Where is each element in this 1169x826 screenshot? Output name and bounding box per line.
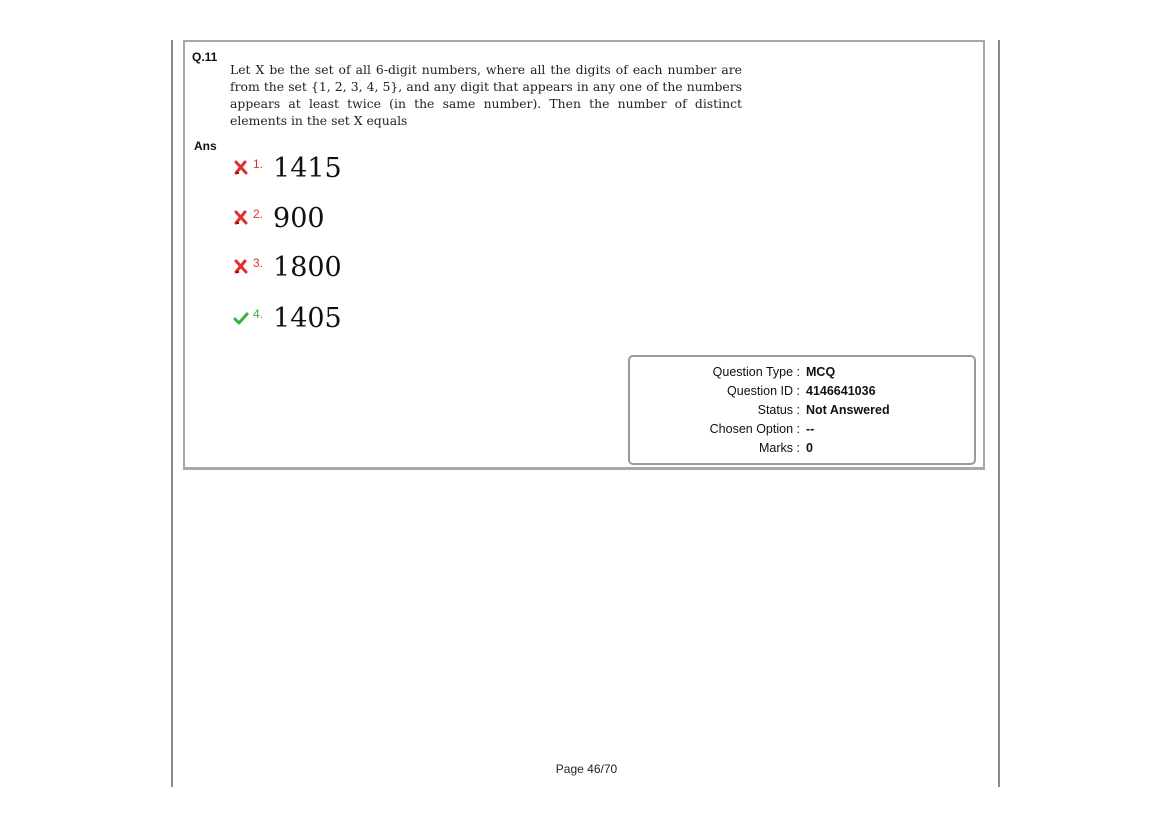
cross-icon — [233, 259, 249, 275]
info-label: Chosen Option : — [709, 422, 800, 436]
option-number: 1. — [253, 157, 264, 171]
question-panel — [183, 40, 985, 470]
option-3 — [233, 247, 342, 287]
cross-icon — [233, 210, 249, 226]
answer-label: Ans — [194, 139, 217, 153]
info-value: 4146641036 — [806, 384, 876, 398]
page-number-text: Page 46/70 — [555, 762, 618, 776]
info-label: Status : — [757, 403, 800, 417]
option-value: 1415 — [273, 152, 342, 184]
check-icon — [233, 310, 249, 326]
info-row-status — [630, 403, 974, 422]
info-row-marks — [630, 441, 974, 460]
option-value: 1800 — [273, 251, 342, 283]
page-border-right — [998, 40, 1000, 787]
option-number: 4. — [253, 307, 264, 321]
info-value: MCQ — [806, 365, 836, 379]
question-info-box — [628, 355, 976, 465]
question-number: Q.11 — [192, 50, 218, 64]
page-border-left — [171, 40, 173, 787]
info-row-chosen-option — [630, 422, 974, 441]
option-4 — [233, 298, 342, 338]
info-value: -- — [806, 422, 815, 436]
option-2 — [233, 198, 325, 238]
cross-icon — [233, 160, 249, 176]
option-number: 3. — [253, 256, 264, 270]
option-1 — [233, 148, 342, 188]
page-number — [0, 762, 1169, 776]
option-number: 2. — [253, 207, 264, 221]
option-value: 900 — [273, 202, 325, 234]
info-value: 0 — [806, 441, 813, 455]
info-label: Marks : — [759, 441, 800, 455]
info-row-question-id — [630, 384, 974, 403]
option-value: 1405 — [273, 302, 342, 334]
info-row-question-type — [630, 365, 974, 384]
info-value: Not Answered — [806, 403, 890, 417]
question-text: Let X be the set of all 6-digit numbers, where all the digits of each number are from the set {1, 2, 3, 4, 5}, and any digit that appears in any one of the numbers appears at least twice (in the same number). Then the number of distinct elements in the set X equals — [230, 62, 742, 128]
info-label: Question ID : — [727, 384, 800, 398]
info-label: Question Type : — [712, 365, 800, 379]
